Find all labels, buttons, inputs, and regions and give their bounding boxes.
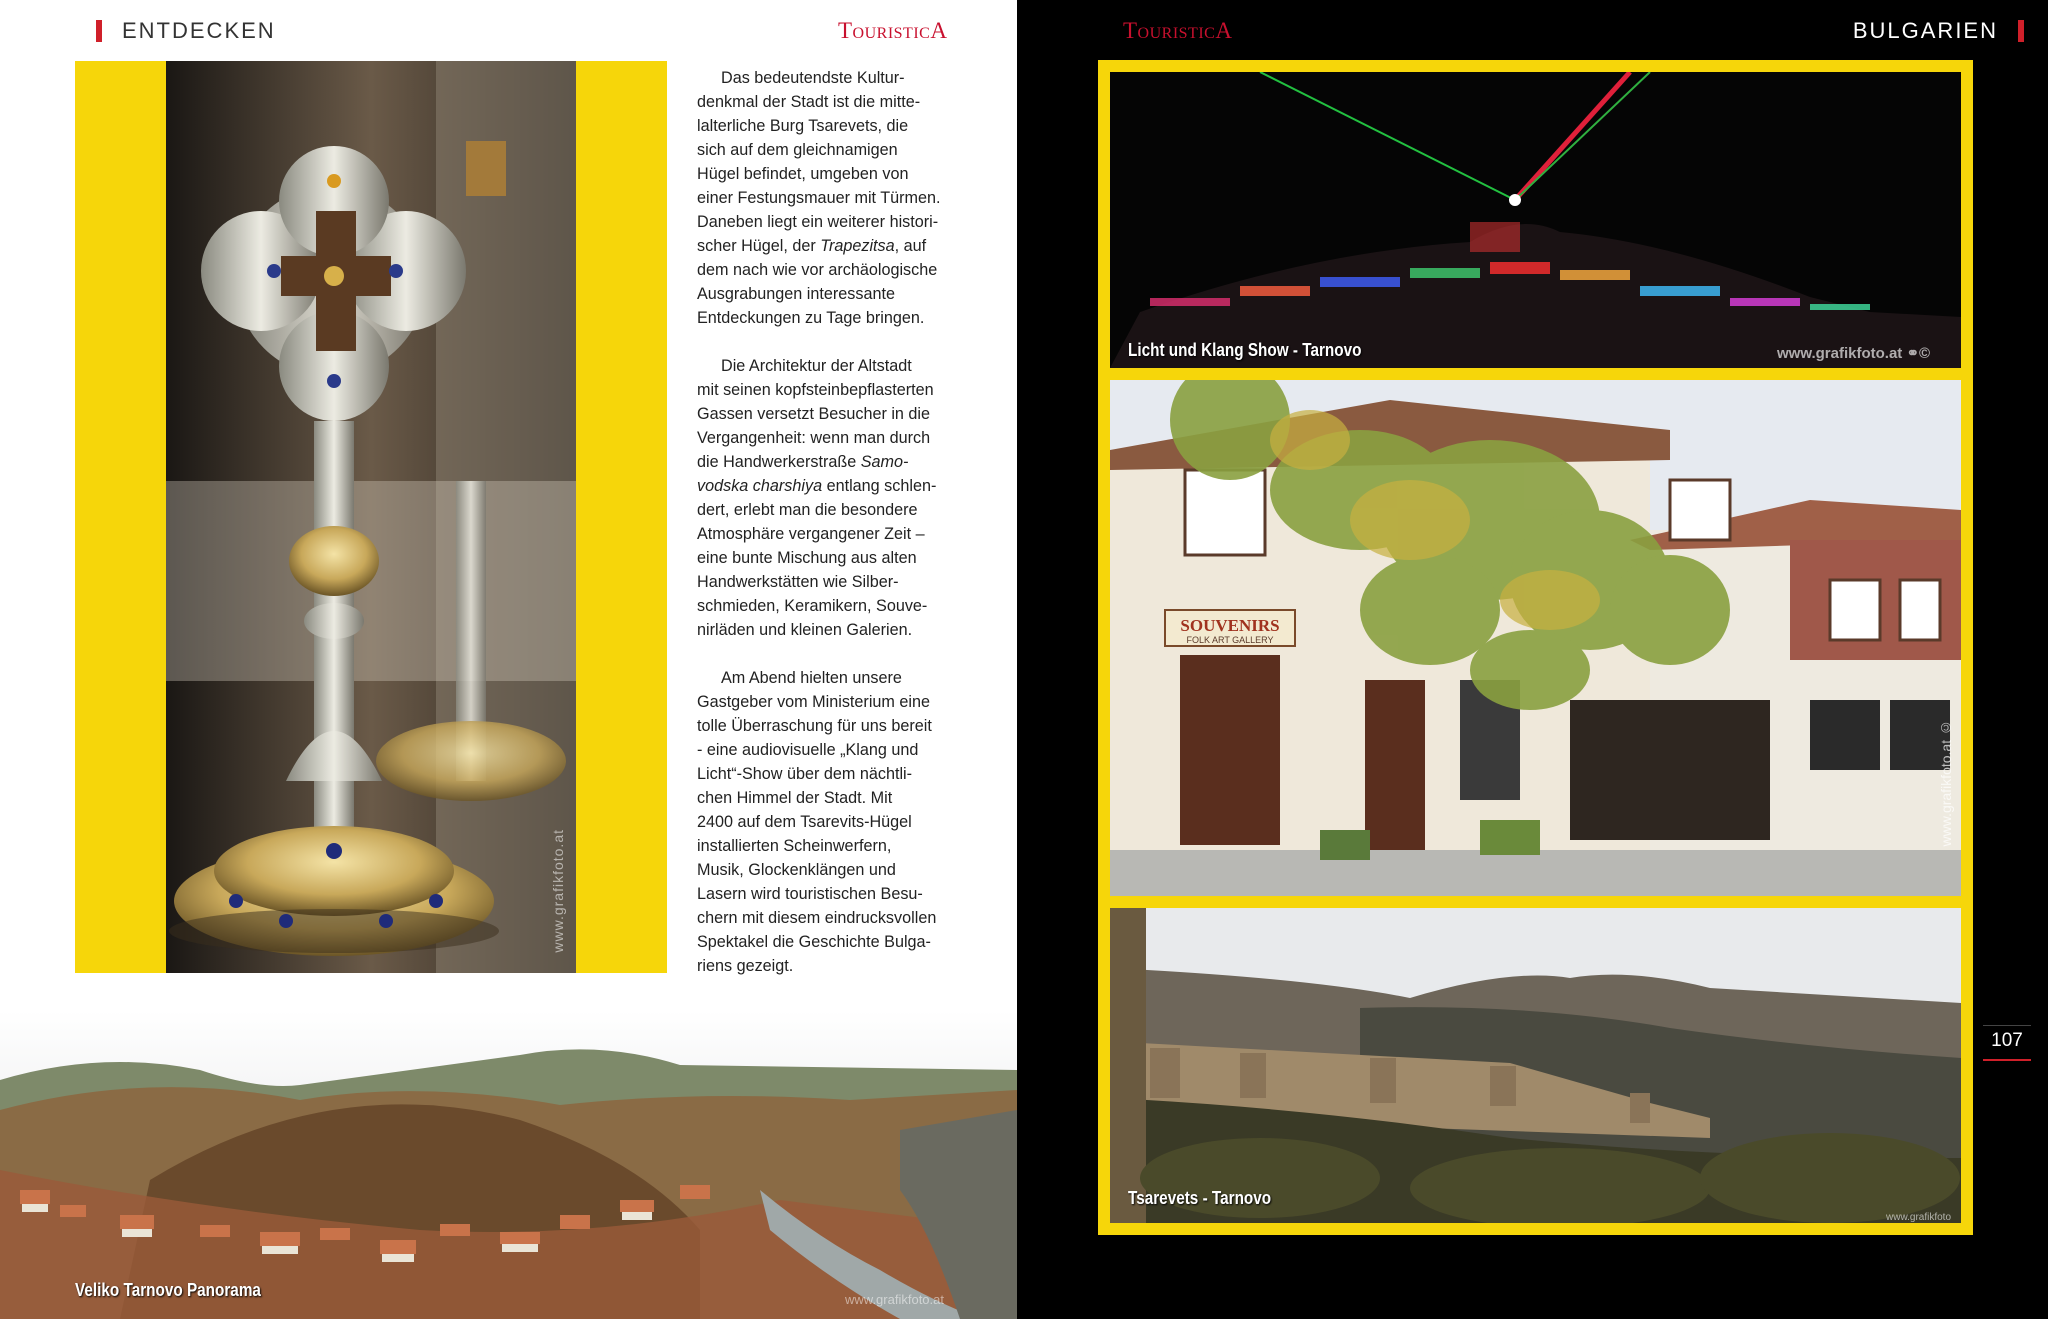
old-town-houses-photo: [1110, 380, 1961, 896]
paragraph-1: Das bedeutendste Kultur- denkmal der Stadt ist die mitte- lalterliche Burg Tsarevets, die sich auf dem gleichnamigen Hügel befindet, umgeben von einer Festungsmauer mit Türmen. Daneben liegt ein weiterer histori- scher Hügel, der Trapezitsa, auf dem nach wie vor archäologische Ausgrabungen interessante Entdeckungen zu Tage bringen.: [697, 69, 941, 327]
panorama-watermark: www.grafikfoto.at: [845, 1292, 944, 1307]
houses-photo-watermark: www.grafikfoto.at ©: [1938, 720, 1954, 847]
section-label-left: ENTDECKEN: [96, 18, 276, 44]
panorama-photo: [0, 1010, 1017, 1319]
night-photo-watermark: www.grafikfoto.at ⚭©: [1777, 345, 1931, 362]
silver-cross-photo: [166, 61, 576, 973]
magazine-logo-left: TouristicA: [838, 18, 948, 43]
magazine-logo-right: TouristicA: [1123, 18, 1233, 43]
panorama-caption: Veliko Tarnovo Panorama: [75, 1280, 261, 1300]
italic-trapezitsa: Trapezitsa: [820, 237, 895, 255]
paragraph-3: Am Abend hielten unsere Gastgeber vom Ministerium eine tolle Überraschung für uns bereit - eine audiovisuelle „Klang und Licht“-Show über dem nächtli- chen Himmel der Stadt. Mit 2400 auf dem Tsarevits-Hügel installierten Scheinwerfern, Musik, Glockenklängen und Lasern wird touristischen Besu- chern mit diesem eindrucksvollen Spektakel die Geschichte Bulga- riens gezeigt.: [697, 669, 937, 975]
shop-sign-folk-art: FOLK ART GALLERY: [1186, 635, 1274, 645]
italic-samo: Samo-: [860, 453, 909, 471]
night-photo-caption: Licht und Klang Show - Tarnovo: [1128, 340, 1362, 360]
article-body: [697, 66, 959, 1002]
section-label-right: BULGARIEN: [1853, 18, 2024, 44]
night-light-show-photo: [1110, 72, 1961, 368]
cross-photo-watermark: www.grafikfoto.at: [550, 829, 566, 953]
shop-sign-souvenirs: SOUVENIRS: [1180, 616, 1280, 635]
fortress-photo-watermark: www.grafikfoto: [1886, 1212, 1952, 1223]
fortress-photo-caption: Tsarevets - Tarnovo: [1128, 1188, 1272, 1208]
tsarevets-fortress-photo: [1110, 908, 1961, 1223]
page-number-right: 107: [1991, 1030, 2023, 1051]
paragraph-2: Die Architektur der Altstadt mit seinen kopfsteinbepflasterten Gassen versetzt Besucher in die Vergangenheit: wenn man durch die Handwerkerstraße Samo- vodska charshiya entlang schlen- dert, erlebt man die besondere Atmosphäre vergangener Zeit – eine bunte Mischung aus alten Handwerkstätten wie Silber- schmieden, Keramikern, Souve- nirläden und kleinen Galerien.: [697, 357, 937, 639]
italic-vodska: vodska charshiya: [697, 477, 823, 495]
